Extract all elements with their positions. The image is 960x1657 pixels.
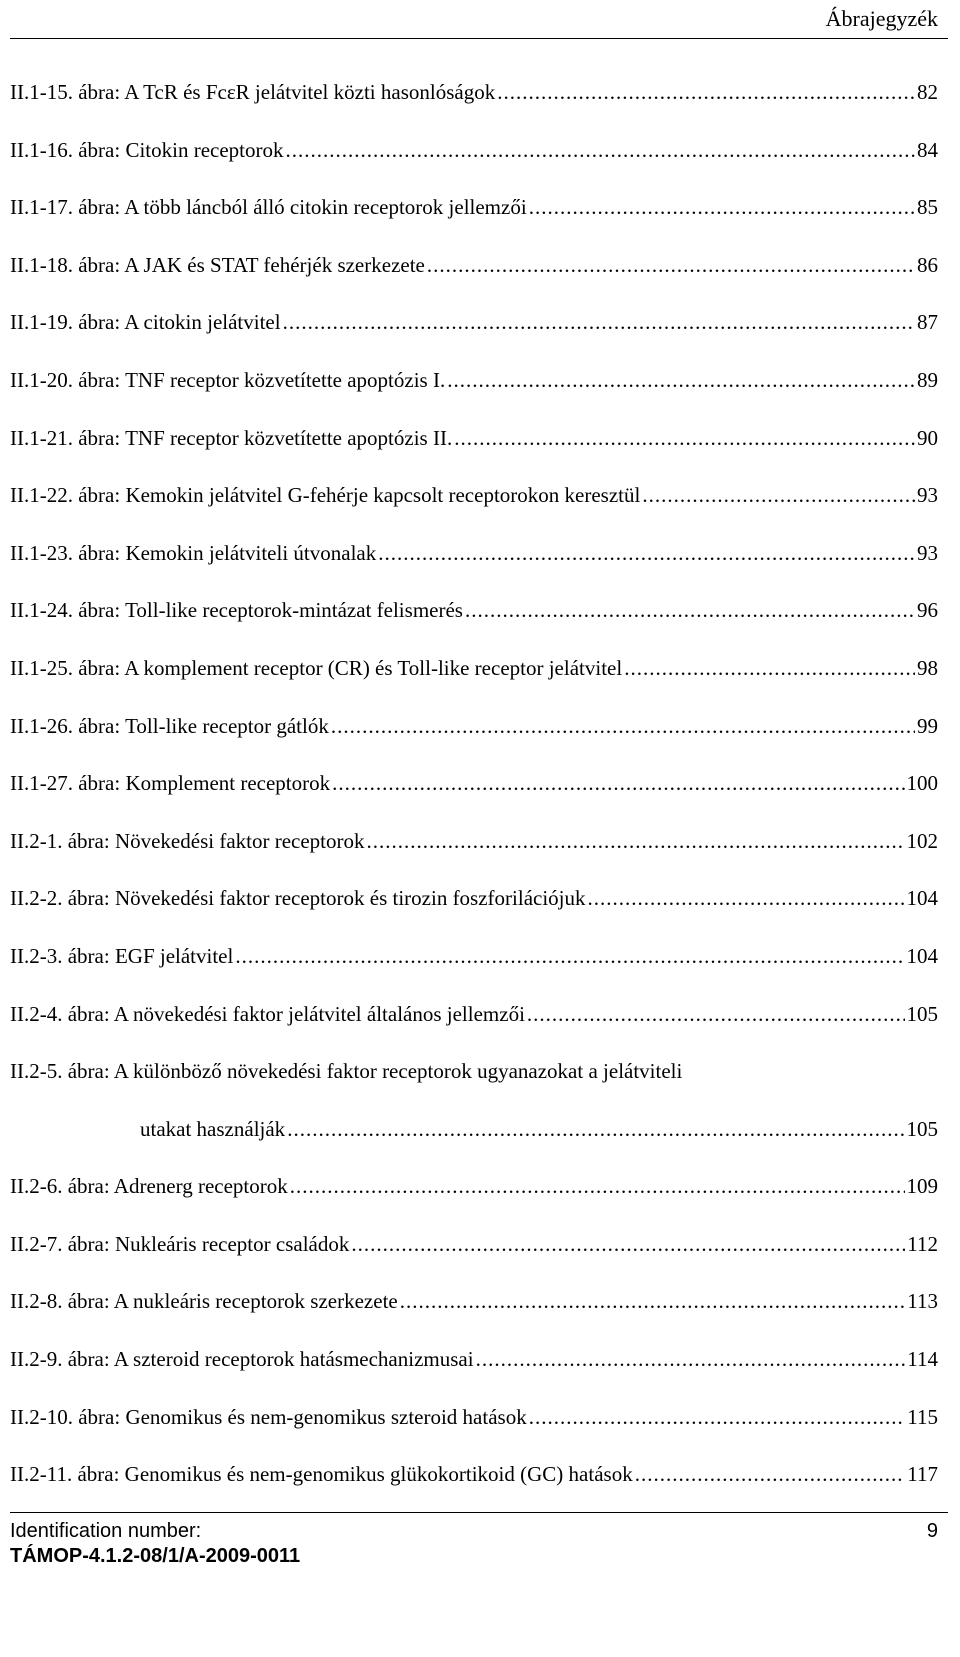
toc-entry-label: II.2-10. ábra: Genomikus és nem-genomikus szteroid hatások — [10, 1404, 527, 1429]
dot-leader — [527, 1002, 905, 1027]
toc-entry-label: II.2-9. ábra: A szteroid receptorok hatásmechanizmusai — [10, 1347, 474, 1372]
toc-entry — [10, 886, 938, 944]
toc-entry-page: 86 — [917, 252, 938, 277]
toc-entry-page: 109 — [906, 1174, 938, 1199]
toc-entry — [10, 253, 938, 311]
toc-entry-page: 87 — [917, 310, 938, 335]
toc-entry-page: 89 — [917, 367, 938, 392]
toc-entry — [10, 1059, 938, 1117]
toc-entry-label: II.2-5. ábra: A különböző növekedési faktor receptorok ugyanazokat a jelátviteli — [10, 1059, 683, 1084]
toc-entry — [10, 80, 938, 138]
dot-leader — [642, 483, 915, 508]
toc-entry-page: 98 — [917, 655, 938, 680]
dot-leader — [400, 1289, 906, 1314]
dot-leader — [447, 368, 915, 393]
toc-entry-page: 113 — [907, 1289, 938, 1314]
header-divider — [10, 38, 948, 39]
toc-entry-label: II.1-16. ábra: Citokin receptorok — [10, 137, 284, 162]
toc-entry-continuation — [10, 1117, 938, 1175]
toc-entry — [10, 829, 938, 887]
dot-leader — [476, 1347, 906, 1372]
figure-list — [10, 80, 938, 1520]
toc-entry-page: 102 — [906, 828, 938, 853]
toc-entry-page: 90 — [917, 425, 938, 450]
toc-entry-label: II.2-7. ábra: Nukleáris receptor családok — [10, 1231, 350, 1256]
toc-entry-page: 117 — [907, 1462, 938, 1487]
toc-entry-page: 99 — [917, 713, 938, 738]
toc-entry — [10, 426, 938, 484]
toc-entry-page: 112 — [907, 1231, 938, 1256]
toc-entry — [10, 1347, 938, 1405]
dot-leader — [465, 598, 915, 623]
toc-entry-label: II.1-20. ábra: TNF receptor közvetítette apoptózis I. — [10, 367, 446, 392]
footer-identification-label: Identification number: — [10, 1520, 202, 1542]
toc-entry — [10, 1232, 938, 1290]
dot-leader — [287, 1117, 904, 1142]
toc-entry-page: 84 — [917, 137, 938, 162]
toc-entry — [10, 483, 938, 541]
toc-entry — [10, 771, 938, 829]
toc-entry-label: II.2-2. ábra: Növekedési faktor receptorok és tirozin foszforilációjuk — [10, 886, 586, 911]
toc-entry-label: II.2-4. ábra: A növekedési faktor jelátvitel általános jellemzői — [10, 1001, 525, 1026]
toc-entry-page: 105 — [906, 1116, 938, 1141]
toc-entry-page: 100 — [906, 771, 938, 796]
toc-entry — [10, 195, 938, 253]
footer-divider — [10, 1512, 948, 1513]
toc-entry — [10, 138, 938, 196]
toc-entry-label: II.1-26. ábra: Toll-like receptor gátlók — [10, 713, 329, 738]
toc-entry — [10, 714, 938, 772]
toc-entry-page: 85 — [917, 195, 938, 220]
toc-entry — [10, 368, 938, 426]
toc-entry — [10, 1405, 938, 1463]
dot-leader — [635, 1462, 906, 1487]
dot-leader — [427, 253, 915, 278]
toc-entry-label: II.1-23. ábra: Kemokin jelátviteli útvonalak — [10, 540, 377, 565]
toc-entry-label: II.2-1. ábra: Növekedési faktor receptorok — [10, 828, 365, 853]
toc-entry — [10, 541, 938, 599]
toc-entry-label: II.1-15. ábra: A TcR és FcεR jelátvitel közti hasonlóságok — [10, 80, 496, 104]
toc-entry-label: II.2-8. ábra: A nukleáris receptorok szerkezete — [10, 1289, 398, 1314]
toc-entry-page: 82 — [917, 80, 938, 104]
dot-leader — [283, 310, 915, 335]
toc-entry-label: II.2-3. ábra: EGF jelátvitel — [10, 943, 234, 968]
dot-leader — [454, 426, 915, 451]
dot-leader — [529, 1405, 906, 1430]
dot-leader — [331, 714, 915, 739]
dot-leader — [497, 80, 915, 105]
dot-leader — [286, 138, 916, 163]
dot-leader — [624, 656, 915, 681]
toc-entry-page: 104 — [906, 943, 938, 968]
dot-leader — [290, 1174, 905, 1199]
toc-entry-page: 105 — [906, 1001, 938, 1026]
toc-entry-page: 104 — [906, 886, 938, 911]
toc-entry — [10, 598, 938, 656]
toc-entry-label: II.2-11. ábra: Genomikus és nem-genomikus glükokortikoid (GC) hatások — [10, 1462, 633, 1487]
toc-entry — [10, 1174, 938, 1232]
footer-page-number: 9 — [926, 1520, 938, 1542]
toc-entry — [10, 1289, 938, 1347]
dot-leader — [367, 829, 905, 854]
toc-entry-label: II.1-27. ábra: Komplement receptorok — [10, 771, 331, 796]
dot-leader — [351, 1232, 905, 1257]
toc-entry-page: 114 — [907, 1347, 938, 1372]
dot-leader — [332, 771, 904, 796]
dot-leader — [235, 944, 904, 969]
toc-entry-page: 115 — [907, 1404, 938, 1429]
footer-project-code: TÁMOP-4.1.2-08/1/A-2009-0011 — [10, 1545, 301, 1567]
toc-entry-page: 93 — [917, 483, 938, 508]
toc-entry — [10, 1002, 938, 1060]
dot-leader — [529, 195, 915, 220]
toc-entry-label: II.2-6. ábra: Adrenerg receptorok — [10, 1174, 288, 1199]
toc-entry — [10, 944, 938, 1002]
toc-entry-label: II.1-21. ábra: TNF receptor közvetítette apoptózis II. — [10, 425, 453, 450]
toc-entry-page: 96 — [917, 598, 938, 623]
toc-entry-label: II.1-25. ábra: A komplement receptor (CR) és Toll-like receptor jelátvitel — [10, 655, 623, 680]
toc-entry — [10, 310, 938, 368]
page-header-title: Ábrajegyzék — [825, 6, 938, 31]
toc-entry-label: II.1-17. ábra: A több láncból álló citokin receptorok jellemzői — [10, 195, 527, 220]
dot-leader — [378, 541, 915, 566]
dot-leader — [588, 886, 905, 911]
toc-entry-label: II.1-18. ábra: A JAK és STAT fehérjék szerkezete — [10, 252, 425, 277]
toc-entry-label: II.1-22. ábra: Kemokin jelátvitel G-fehérje kapcsolt receptorokon keresztül — [10, 483, 641, 508]
toc-entry-label: II.1-19. ábra: A citokin jelátvitel — [10, 310, 281, 335]
toc-entry-page: 93 — [917, 540, 938, 565]
toc-entry-label: II.1-24. ábra: Toll-like receptorok-mintázat felismerés — [10, 598, 463, 623]
toc-entry-label-continuation: utakat használják — [140, 1116, 286, 1141]
toc-entry — [10, 656, 938, 714]
